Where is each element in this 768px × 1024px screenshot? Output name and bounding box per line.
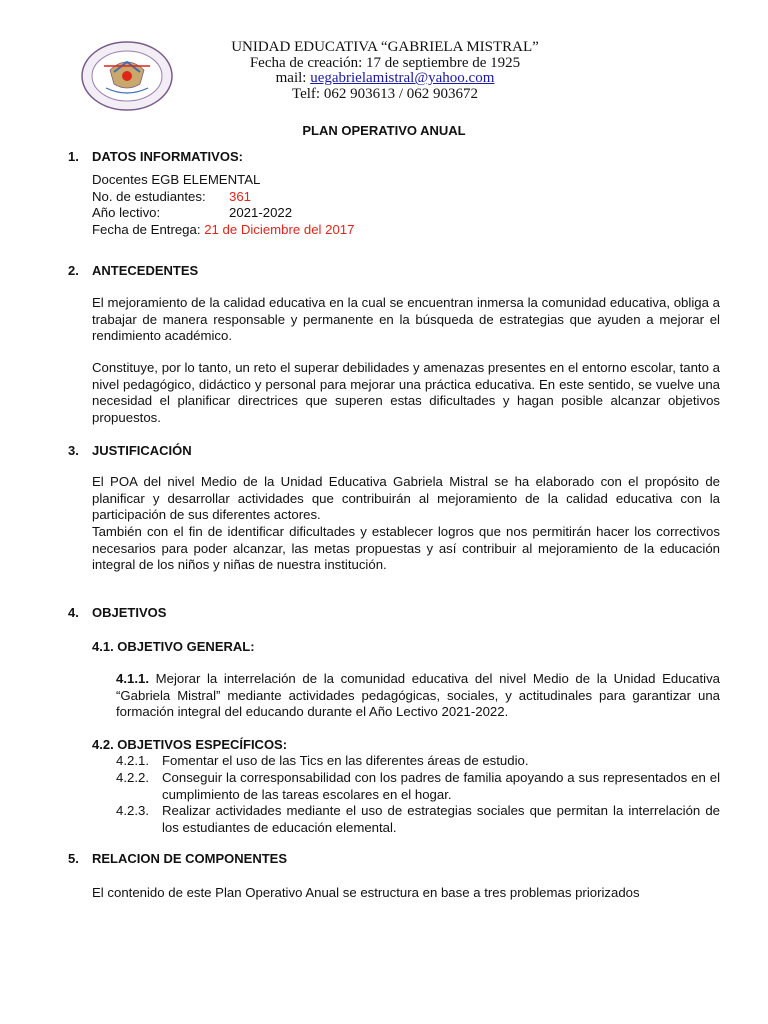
section-number: 4.	[68, 605, 79, 620]
specific-objectives-heading: 4.2. OBJETIVOS ESPECÍFICOS:	[92, 737, 288, 752]
item-text: Conseguir la corresponsabilidad con los padres de familia apoyando a sus representados en el cumplimiento de las tareas escolares en el hogar.	[162, 770, 720, 802]
objective-text: Mejorar la interrelación de la comunidad educativa del nivel Medio de la Unidad Educativa “Gabriela Mistral” mediante actividades pedagógicas, sociales, y actitudinales para garantizar una formación integral del educando durante el Año Lectivo 2021-2022.	[116, 671, 721, 720]
mail-label: mail:	[275, 70, 307, 86]
students-label: No. de estudiantes:	[92, 189, 206, 204]
general-objective	[116, 671, 720, 721]
section-title: JUSTIFICACIÓN	[92, 443, 192, 458]
general-objective-heading: 4.1. OBJETIVO GENERAL:	[92, 639, 255, 654]
paragraph: También con el fin de identificar dificultades y establecer logros que nos permitirán hacer los correctivos necesarios para poder alcanzar, las metas propuestas y así contribuir al mejoramiento de la educación integral de los niños y niñas de nuestra institución.	[92, 524, 720, 573]
students-value: 361	[229, 189, 252, 204]
item-number: 4.2.1.	[116, 753, 149, 768]
section-title: ANTECEDENTES	[92, 263, 199, 278]
paragraph: El contenido de este Plan Operativo Anual se estructura en base a tres problemas priorizados	[92, 885, 640, 900]
specific-objective-item	[116, 770, 720, 803]
paragraph: El mejoramiento de la calidad educativa en la cual se encuentran inmersa la comunidad educativa, obliga a trabajar de manera responsable y permanente en la búsqueda de estrategias que ayuden a mejorar el rendimiento académico.	[92, 295, 720, 344]
school-year-label: Año lectivo:	[92, 205, 161, 220]
section-5-heading	[68, 851, 287, 866]
section-number: 3.	[68, 443, 79, 458]
section-4-heading	[68, 605, 166, 620]
delivery-date-line	[92, 222, 354, 238]
creation-date: Fecha de creación: 17 de septiembre de 1925	[249, 54, 521, 71]
section-title: RELACION DE COMPONENTES	[92, 851, 288, 866]
item-text: Fomentar el uso de las Tics en las diferentes áreas de estudio.	[162, 753, 529, 768]
phone-line: Telf: 062 903613 / 062 903672	[291, 85, 479, 102]
mail-link[interactable]: uegabrielamistral@yahoo.com	[310, 70, 495, 86]
item-number: 4.2.3.	[116, 803, 149, 818]
school-year-value: 2021-2022	[229, 205, 293, 220]
item-text: Realizar actividades mediante el uso de estrategias sociales que permitan la interrelación de los estudiantes de educación elemental.	[162, 803, 720, 835]
delivery-date-value: 21 de Diciembre del 2017	[204, 222, 355, 237]
document-title: PLAN OPERATIVO ANUAL	[302, 123, 466, 138]
section-3-heading	[68, 443, 192, 458]
mail-line	[200, 71, 570, 87]
letterhead	[200, 40, 570, 102]
delivery-date-label: Fecha de Entrega:	[92, 222, 201, 237]
school-logo	[80, 40, 174, 112]
school-name: UNIDAD EDUCATIVA “GABRIELA MISTRAL”	[231, 39, 539, 55]
section-number: 2.	[68, 263, 79, 278]
section-title: OBJETIVOS	[92, 605, 167, 620]
item-number: 4.2.2.	[116, 770, 149, 785]
section-2-heading	[68, 263, 198, 278]
section-number: 5.	[68, 851, 79, 866]
specific-objective-item	[116, 753, 720, 770]
section-number: 1.	[68, 149, 79, 164]
specific-objective-item	[116, 803, 720, 836]
section-1-heading	[68, 149, 243, 164]
teachers-line: Docentes EGB ELEMENTAL	[92, 172, 261, 187]
section-title: DATOS INFORMATIVOS:	[92, 149, 243, 164]
paragraph: Constituye, por lo tanto, un reto el superar debilidades y amenazas presentes en el entorno escolar, tanto a nivel pedagógico, didáctico y personal para mejorar una práctica educativa. En este sentido, se vuelve una necesidad el planificar directrices que superen estas dificultades y hagan posible alcanzar objetivos propuestos.	[92, 360, 720, 425]
paragraph: El POA del nivel Medio de la Unidad Educativa Gabriela Mistral se ha elaborado con el propósito de planificar y desarrollar actividades que contribuirán al mejoramiento de la calidad educativa con la participación de sus diferentes actores.	[92, 474, 720, 523]
objective-number: 4.1.1.	[116, 671, 149, 686]
